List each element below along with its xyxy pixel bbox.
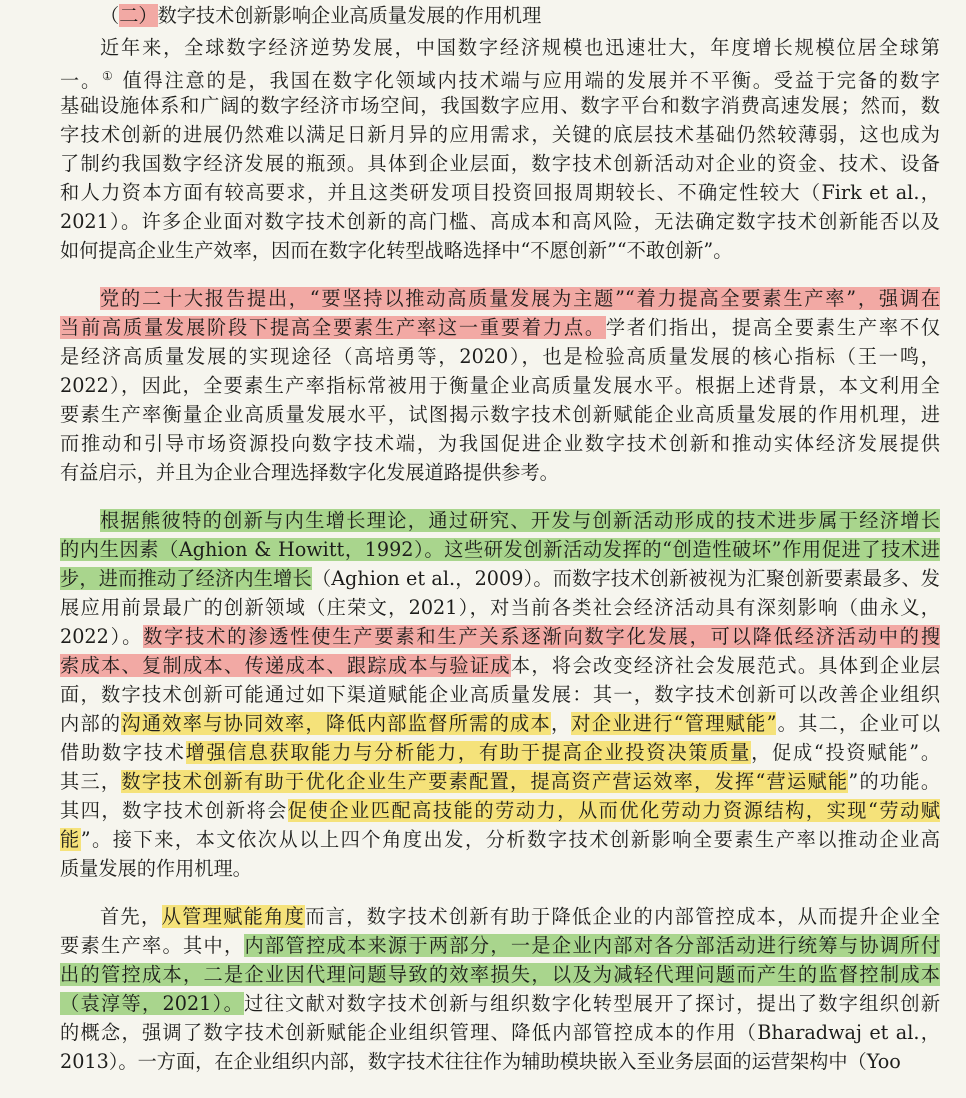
para-schumpeter-line: [60, 825, 940, 854]
highlighted-text: 的内生因素（Aghion & Howitt，1992）。这些研发创新活动发挥的“创造性破坏”作用促进了技术进: [60, 538, 940, 561]
para-schumpeter-line: [60, 593, 940, 622]
text-run: 是经济高质量发展的实现途径（高培勇等，2020），也是检验高质量发展的核心指标（王一鸣，: [60, 345, 940, 368]
text-run: 了制约我国数字经济发展的瓶颈。具体到企业层面，数字技术创新活动对企业的资金、技术、设备: [60, 152, 940, 175]
highlighted-text: 促使企业匹配高技能的劳动力，从而优化劳动力资源结构，实现“劳动赋: [287, 799, 940, 822]
para-congress-report-line: [60, 313, 940, 342]
highlighted-text: 步，进而推动了经济内生增长: [60, 567, 312, 590]
para-intro-line: [60, 91, 940, 120]
text-run: 其三，: [60, 770, 122, 793]
highlighted-text: 增强信息获取能力与分析能力，有助于提高企业投资决策质量: [185, 741, 752, 764]
highlighted-text: 党的二十大报告提出，“要坚持以推动高质量发展为主题”“着力提高全要素生产率”，强调在: [100, 287, 940, 310]
para-schumpeter-line: [60, 622, 940, 651]
text-run: ，促成“投资赋能”。: [751, 741, 940, 764]
footnote-marker: ①: [102, 69, 115, 83]
text-run: ”。接下来，本文依次从以上四个角度出发，分析数字技术创新影响全要素生产率以推动企业高: [80, 828, 940, 851]
text-run: 和人力资本方面有较高要求，并且这类研发项目投资回报周期较长、不确定性较大（Firk et al.，: [60, 181, 940, 204]
text-run: 展应用前景最广的创新领域（庄荣文，2021），对当前各类社会经济活动具有深刻影响（曲永义，: [60, 596, 940, 619]
heading-title: 数字技术创新影响企业高质量发展的作用机理: [157, 4, 542, 27]
para-congress-report-line: [60, 371, 940, 400]
text-run: 如何提高企业生产效率，因而在数字化转型战略选择中“不愿创新”“不敢创新”。: [60, 239, 733, 262]
text-run: 面，数字技术创新可能通过如下渠道赋能企业高质量发展：其一，数字技术创新可以改善企业组织: [60, 683, 940, 706]
highlighted-text: 索成本、复制成本、传递成本、跟踪成本与验证成: [60, 654, 511, 677]
para-schumpeter-line: [60, 854, 940, 883]
para-intro-line: [60, 207, 940, 236]
para-congress-report-line: [60, 400, 940, 429]
para-schumpeter-line: [60, 767, 940, 796]
highlighted-text: 数字技术的渗透性使生产要素和生产关系逐渐向数字化发展，可以降低经济活动中的搜: [143, 625, 940, 648]
para-schumpeter-line: [100, 506, 940, 535]
text-run: 要素生产率衡量企业高质量发展水平，试图揭示数字技术创新赋能企业高质量发展的作用机理，进: [60, 403, 940, 426]
text-run: 近年来，全球数字经济逆势发展，中国数字经济规模也迅速壮大，年度增长规模位居全球第: [100, 36, 940, 59]
highlighted-text: 当前高质量发展阶段下提高全要素生产率这一重要着力点。: [60, 316, 606, 339]
text-run: 过往文献对数字技术创新与组织数字化转型展开了探讨，提出了数字组织创新: [244, 992, 940, 1015]
para-schumpeter-line: [60, 796, 940, 825]
para-schumpeter-line: [60, 709, 940, 738]
text-run: 质量发展的作用机理。: [60, 857, 252, 880]
text-run: 基础设施体系和广阔的数字经济市场空间，我国数字应用、数字平台和数字消费高速发展；然而，数: [60, 94, 940, 117]
para-management-line: [60, 989, 940, 1018]
text-run: 2022）。: [60, 625, 144, 648]
text-run: ”的功能。: [848, 770, 940, 793]
highlighted-text: 根据熊彼特的创新与内生增长理论，通过研究、开发与创新活动形成的技术进步属于经济增长: [100, 509, 940, 532]
text-run: 值得注意的是，我国在数字化领域内技术端与应用端的发展并不平衡。受益于完备的数字: [114, 69, 940, 91]
highlighted-text: 从管理赋能角度: [161, 905, 306, 928]
text-run: 而言，数字技术创新有助于降低企业的内部管控成本，从而提升企业全: [305, 905, 940, 928]
para-intro-line: [60, 120, 940, 149]
text-run: 2022），因此，全要素生产率指标常被用于衡量企业高质量发展水平。根据上述背景，本文利用全: [60, 374, 940, 397]
text-run: 字技术创新的进展仍然难以满足日新月异的应用需求，关键的底层技术基础仍然较薄弱，这也成为: [60, 123, 940, 146]
para-management-line: [60, 931, 940, 960]
text-run: 要素生产率。其中，: [60, 934, 245, 957]
para-schumpeter-line: [60, 564, 940, 593]
text-run: 借助数字技术: [60, 741, 186, 764]
highlighted-text: （袁淳等，2021）。: [60, 992, 245, 1015]
para-intro-line: [60, 149, 940, 178]
text-run: 首先，: [100, 905, 162, 928]
text-run: 的概念，强调了数字技术创新赋能企业组织管理、降低内部管控成本的作用（Bharadwaj et al.，: [60, 1021, 940, 1044]
section-heading: [100, 1, 940, 30]
highlighted-text: 能: [60, 828, 81, 851]
para-congress-report-line: [60, 429, 940, 458]
para-management-line: [60, 960, 940, 989]
para-intro-line: [60, 236, 940, 265]
highlighted-text: 沟通效率与协同效率，降低内部监督所需的成本: [121, 712, 551, 735]
text-run: 内部的: [60, 712, 122, 735]
text-run: 其四，数字技术创新将会: [60, 799, 288, 822]
para-schumpeter-line: [60, 535, 940, 564]
text-run: 一。: [60, 69, 103, 91]
heading-open-paren: （: [100, 4, 120, 27]
highlighted-text: 数字技术创新有助于优化企业生产要素配置，提高资产营运效率，发挥“营运赋能: [121, 770, 849, 793]
highlighted-text: 出的管控成本，二是企业因代理问题导致的效率损失，以及为减轻代理问题而产生的监督控制成本: [60, 963, 940, 986]
para-congress-report-line: [100, 284, 940, 313]
para-congress-report-line: [60, 342, 940, 371]
para-intro-line: [60, 62, 940, 91]
text-run: （Aghion et al.，2009）。而数字技术创新被视为汇聚创新要素最多、发: [311, 567, 940, 590]
text-run: 2013）。一方面，在企业组织内部，数字技术往往作为辅助模块嵌入至业务层面的运营架构中（Yoo: [60, 1050, 901, 1073]
para-schumpeter-line: [60, 738, 940, 767]
para-schumpeter-line: [60, 680, 940, 709]
para-management-line: [100, 902, 940, 931]
para-management-line: [60, 1047, 940, 1076]
heading-marked-text: 二）: [119, 4, 158, 27]
highlighted-text: 内部管控成本来源于两部分，一是企业内部对各分部活动进行统筹与协调所付: [244, 934, 940, 957]
para-management-line: [60, 1018, 940, 1047]
para-congress-report-line: [60, 458, 940, 487]
text-run: 有益启示，并且为企业合理选择数字化发展道路提供参考。: [60, 461, 559, 484]
text-run: 本，将会改变经济社会发展范式。具体到企业层: [510, 654, 940, 677]
para-intro-line: [60, 178, 940, 207]
para-intro-line: [100, 33, 940, 62]
text-run: 。其二，企业可以: [776, 712, 940, 735]
para-schumpeter-line: [60, 651, 940, 680]
highlighted-text: 对企业进行“管理赋能”: [571, 712, 777, 735]
text-run: 学者们指出，提高全要素生产率不仅: [605, 316, 940, 339]
text-run: 2021）。许多企业面对数字技术创新的高门槛、高成本和高风险，无法确定数字技术创新能否以及: [60, 210, 940, 233]
text-run: ，: [550, 712, 572, 735]
text-run: 而推动和引导市场资源投向数字技术端，为我国促进企业数字技术创新和推动实体经济发展提供: [60, 432, 940, 455]
